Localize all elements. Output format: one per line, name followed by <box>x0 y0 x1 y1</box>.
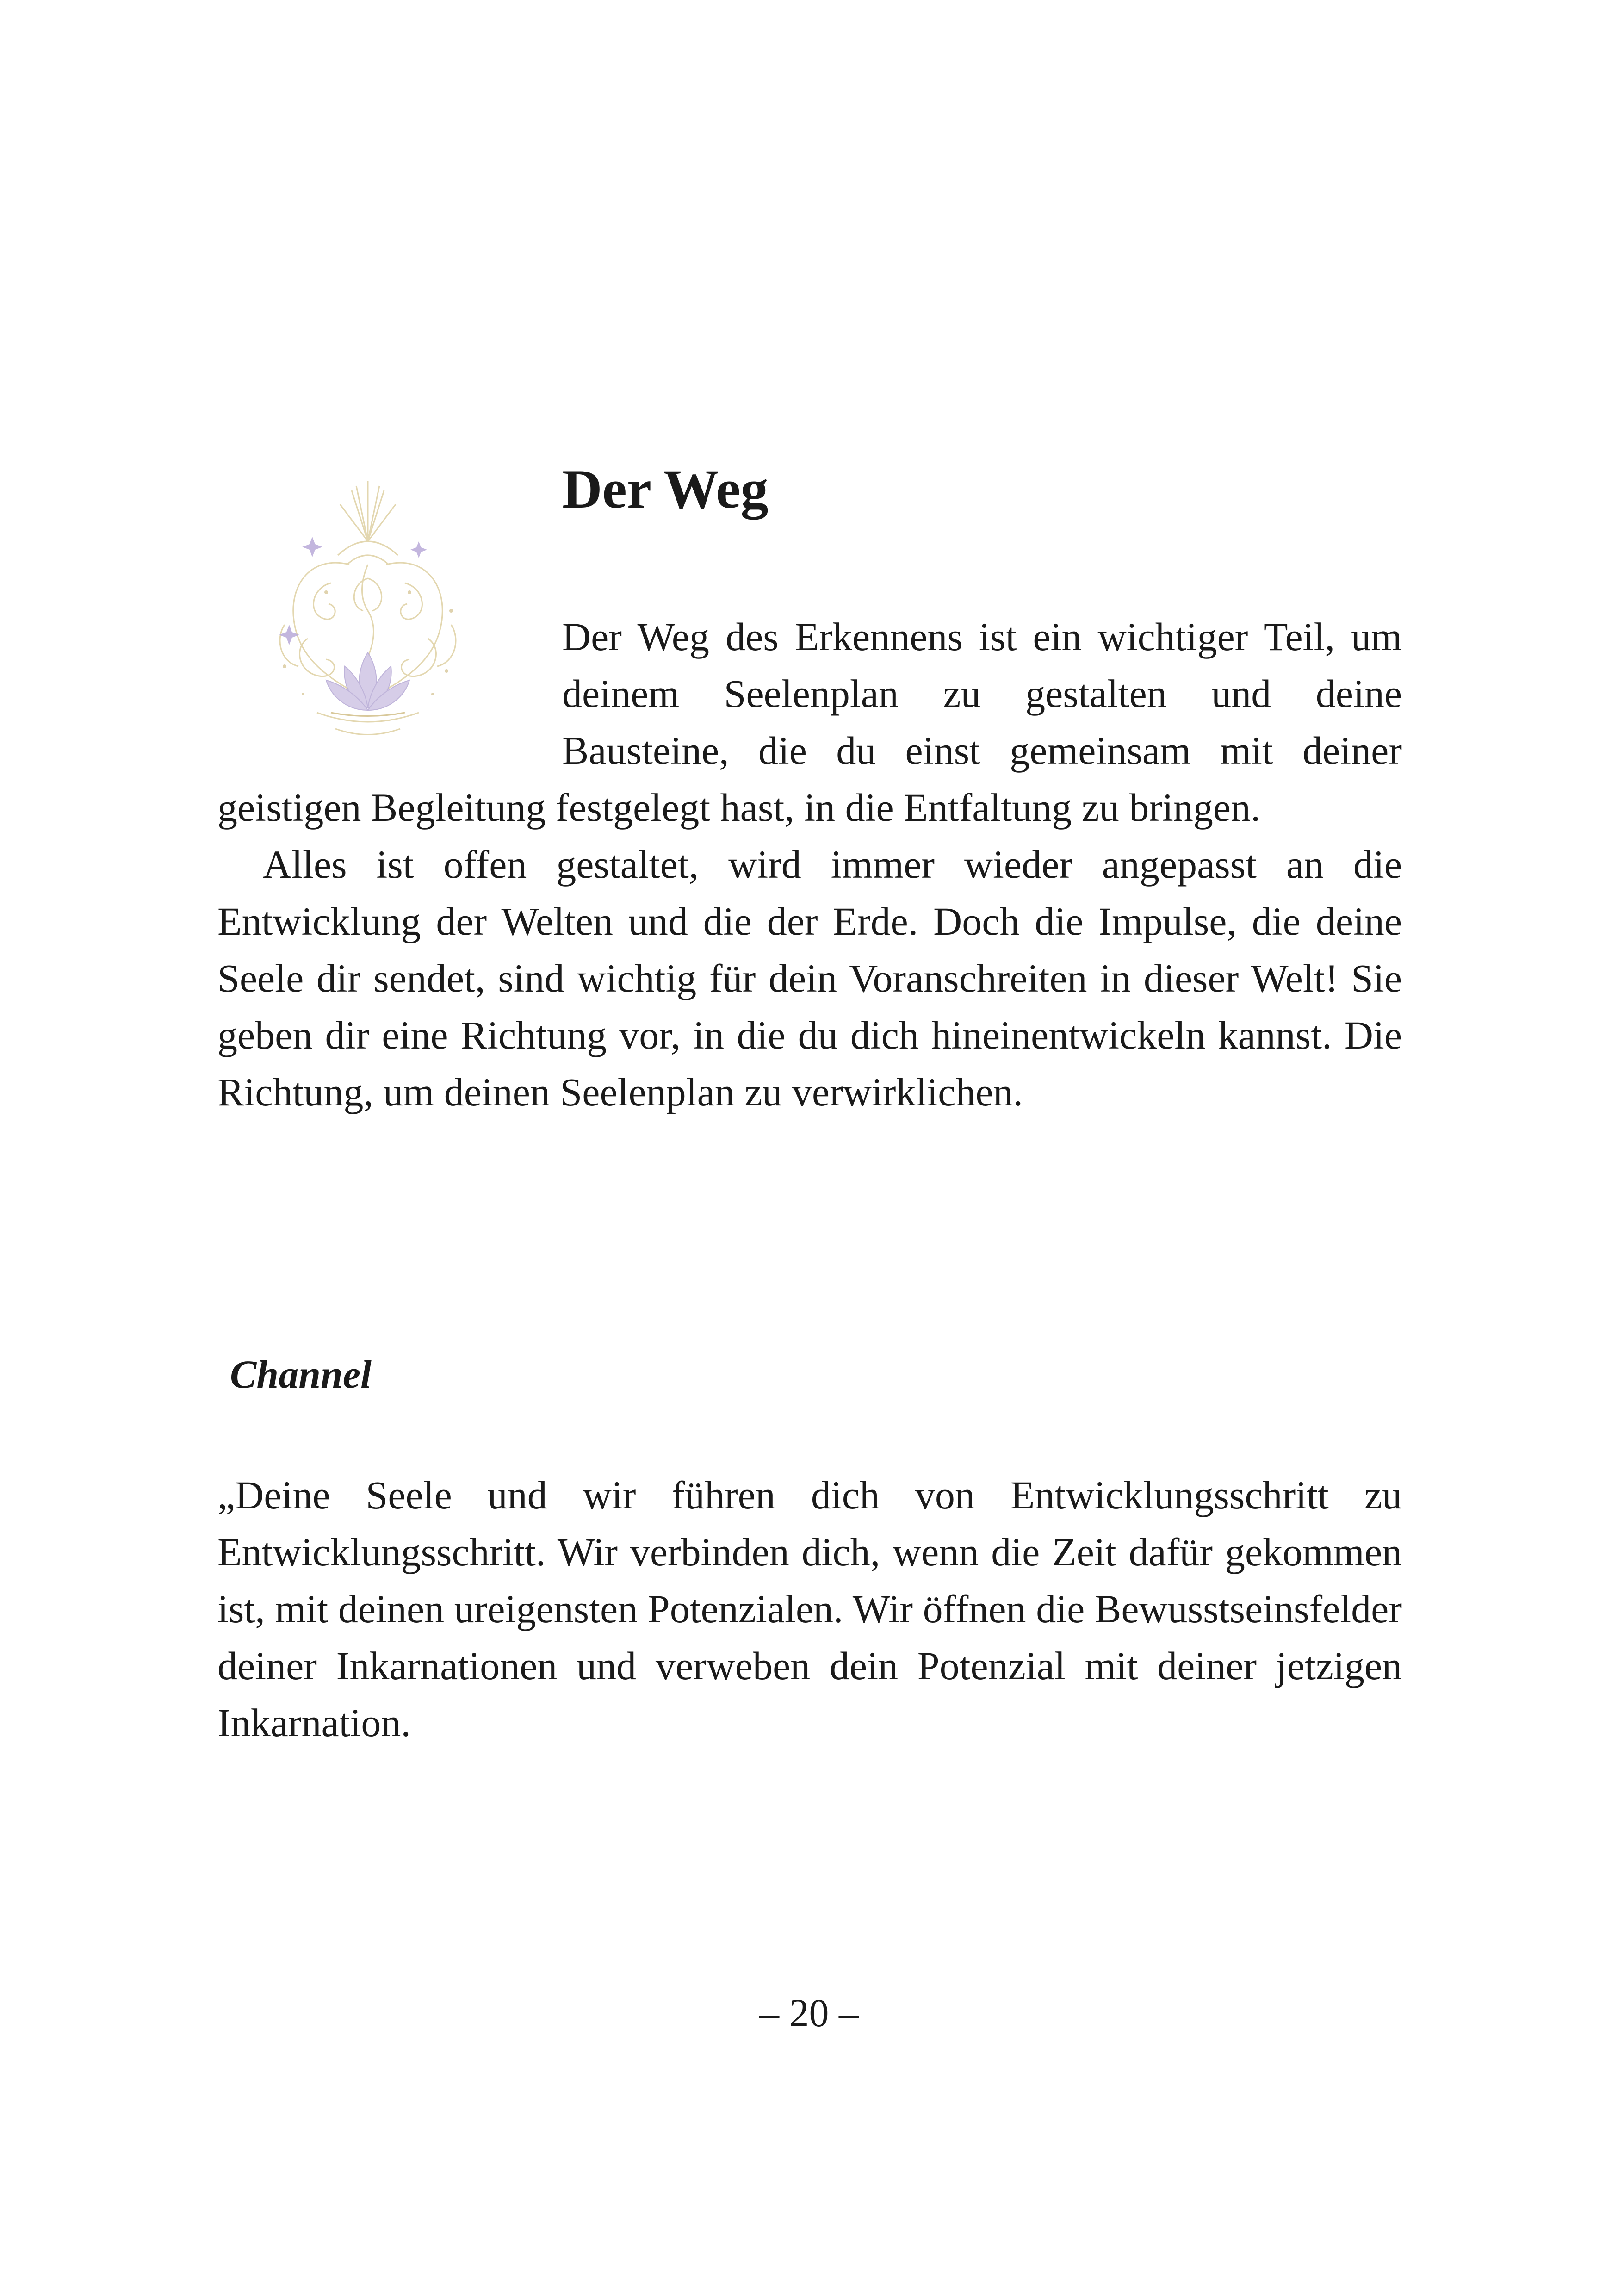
ornament-spacer <box>217 608 562 779</box>
page-number: – 20 – <box>759 1991 859 2035</box>
channel-heading: Channel <box>230 1352 372 1396</box>
intro-section <box>217 608 1402 1121</box>
paragraph-2: Alles ist offen gestaltet, wird immer wieder angepasst an die Entwicklung der Welten und die der Erde. Doch die Impulse, die deine Seele dir sendet, sind wichtig für dein Voranschreiten in dieser Welt! Sie geben dir eine Richtung vor, in die du dich hineinentwickeln kannst. Die Richtung, um deinen Seelenplan zu verwirklichen. <box>217 842 1402 1114</box>
channel-quote: „Deine Seele und wir führen dich von Entwicklungsschritt zu Entwicklungsschritt. Wir verbinden dich, wenn die Zeit dafür gekommen ist, mit deinen ureigensten Potenzialen. Wir öffnen die Bewusstseinsfelder deiner Inkarnationen und verweben dein Potenzial mit deiner jetzigen Inkarnation. <box>217 1473 1402 1745</box>
channel-quote-section <box>217 1467 1402 1751</box>
page-title: Der Weg <box>562 458 769 520</box>
paragraph-1: Der Weg des Erkennens ist ein wichtiger Teil, um deinem Seelenplan zu gestalten und deine Bausteine, die du einst gemeinsam mit deiner geistigen Begleitung festgelegt hast, in die Entfaltung zu bringen. <box>217 614 1402 830</box>
